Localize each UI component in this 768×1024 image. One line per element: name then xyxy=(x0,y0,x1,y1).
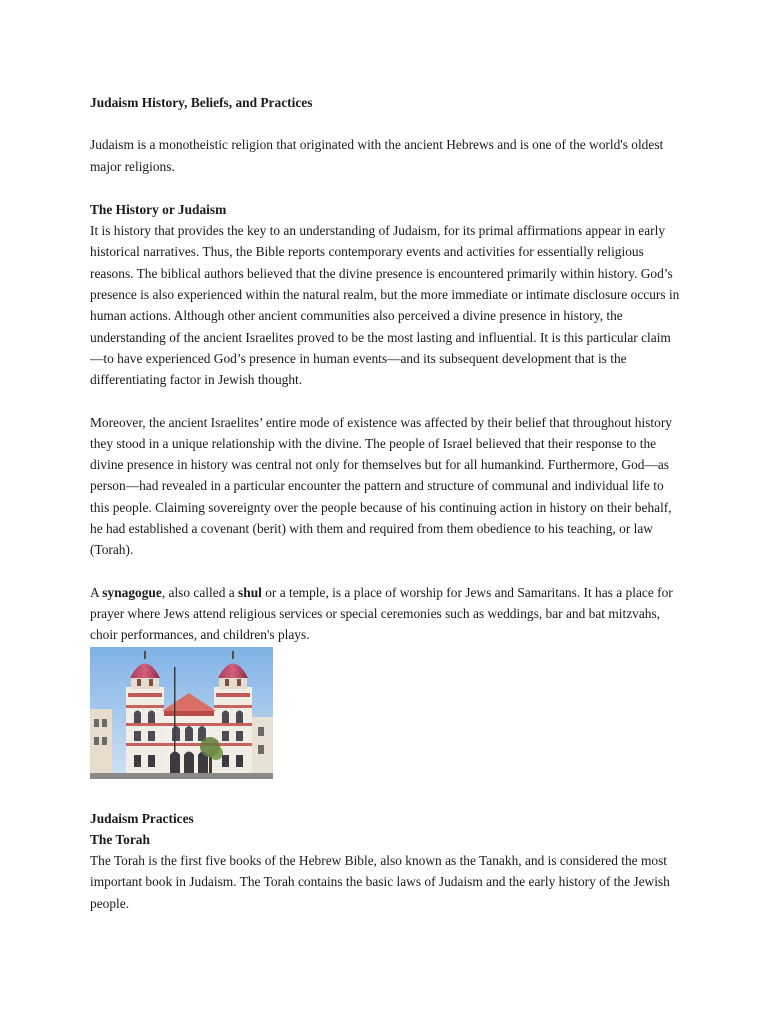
synagogue-middle: , also called a xyxy=(161,584,239,600)
synagogue-illustration xyxy=(90,647,273,779)
intro-paragraph: Judaism is a monotheistic religion that originated with the ancient Hebrews and is one of the world's oldest major religions. xyxy=(90,137,664,174)
document-title: Judaism History, Beliefs, and Practices xyxy=(90,95,313,110)
shul-term: shul xyxy=(238,584,262,600)
history-heading: The History or Judaism xyxy=(90,201,227,217)
synagogue-lead: A xyxy=(90,584,103,600)
synagogue-term: synagogue xyxy=(102,584,162,600)
torah-heading: The Torah xyxy=(90,831,150,847)
history-paragraph-1: It is history that provides the key to an understanding of Judaism, for its primal affirmations appear in early historical narratives. Thus, the Bible reports contemporary events and activities for essentially religious reasons. The biblical authors believed that the divine presence is encountered primarily within history. God’s presence is also experienced within the natural realm, but the more immediate or intimate disclosure occurs in human actions. Although other ancient communities also perceived a divine presence in history, the understanding of the ancient Israelites proved to be the most lasting and influential. It is this particular claim—to have experienced God’s presence in human events—and its subsequent development that is the differentiating factor in Jewish thought. xyxy=(90,223,680,388)
document-page xyxy=(90,92,682,914)
history-paragraph-2: Moreover, the ancient Israelites’ entire mode of existence was affected by their belief that throughout history they stood in a unique relationship with the divine. The people of Israel believed that their response to the divine presence in history was central not only for themselves but for all humankind. Furthermore, God—as person—had revealed in a particular encounter the pattern and structure of communal and individual life to this people. Claiming sovereignty over the people because of his continuing action in history on their behalf, he had established a covenant (berit) with them and required from them obedience to his teaching, or law (Torah). xyxy=(90,414,672,558)
torah-paragraph: The Torah is the first five books of the Hebrew Bible, also known as the Tanakh, and is considered the most important book in Judaism. The Torah contains the basic laws of Judaism and the early history of the Jewish people. xyxy=(90,853,670,911)
synagogue-paragraph xyxy=(90,582,682,646)
synagogue-photo xyxy=(90,647,273,779)
practices-section xyxy=(90,808,682,914)
synagogue-rest: or a temple, is a place of worship for Jews and Samaritans. It has a place for prayer where Jews attend religious services or special ceremonies such as weddings, bar and bat mitzvahs, choir performances, and children's plays. xyxy=(90,584,673,643)
practices-heading: Judaism Practices xyxy=(90,810,194,826)
